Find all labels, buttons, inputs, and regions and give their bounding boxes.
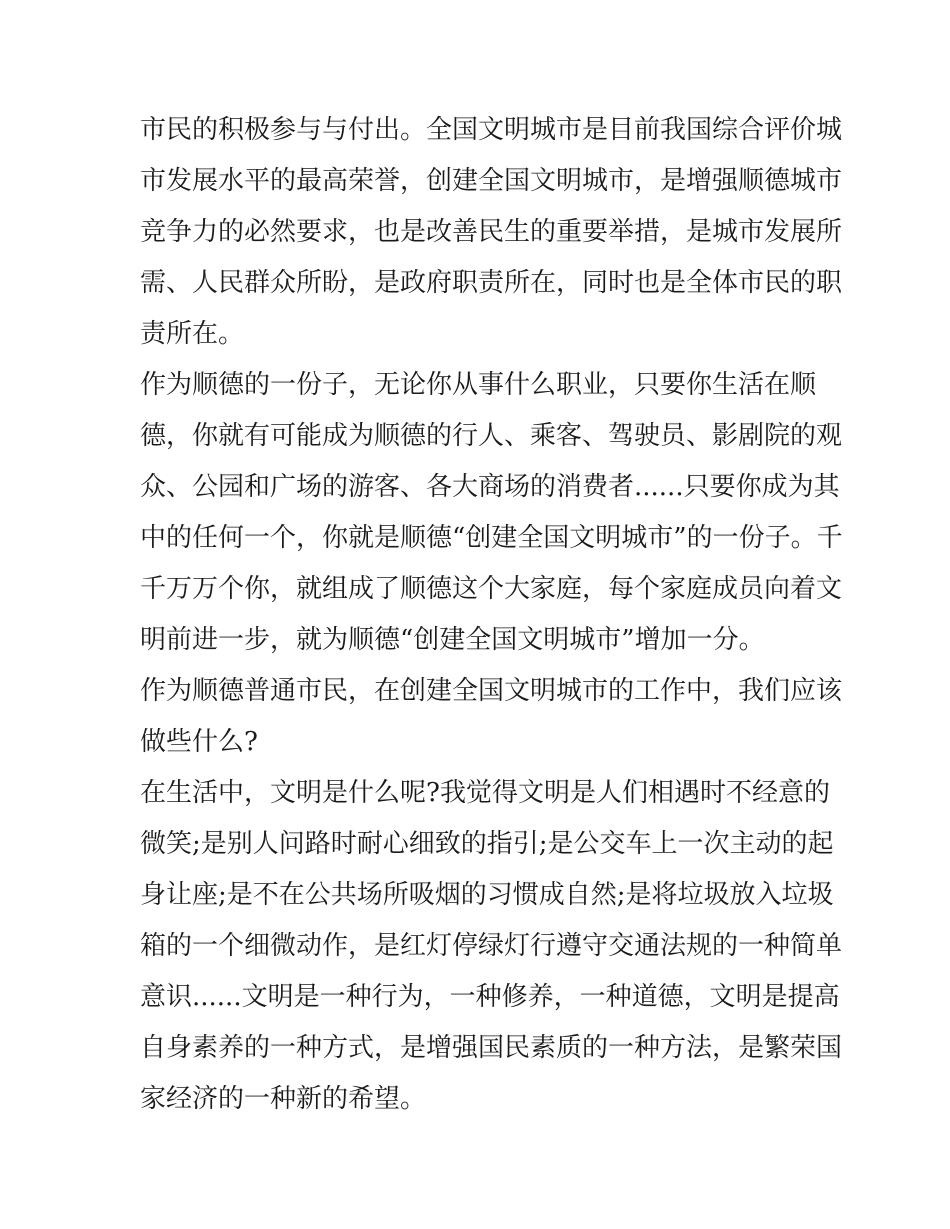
- text-line: 身让座;是不在公共场所吸烟的习惯成自然;是将垃圾放入垃圾: [140, 880, 834, 910]
- text-line: 众、公园和广场的游客、各大商场的消费者......只要你成为其: [140, 472, 840, 502]
- text-line: 市民的积极参与与付出。全国文明城市是目前我国综合评价城: [140, 115, 843, 145]
- body-text: [140, 105, 843, 1125]
- text-line: 箱的一个细微动作，是红灯停绿灯行遵守交通法规的一种简单: [140, 931, 843, 961]
- text-line: 家经济的一种新的希望。: [140, 1084, 427, 1114]
- text-line: 作为顺德的一份子，无论你从事什么职业，只要你生活在顺: [140, 370, 817, 400]
- text-line: 中的任何一个，你就是顺德“创建全国文明城市”的一份子。千: [140, 523, 843, 553]
- text-line: 明前进一步，就为顺德“创建全国文明城市”增加一分。: [140, 625, 765, 655]
- text-line: 竞争力的必然要求，也是改善民生的重要举措，是城市发展所: [140, 217, 843, 247]
- text-line: 在生活中，文明是什么呢?我觉得文明是人们相遇时不经意的: [140, 778, 830, 808]
- text-line: 作为顺德普通市民，在创建全国文明城市的工作中，我们应该: [140, 676, 843, 706]
- text-line: 责所在。: [140, 319, 245, 349]
- text-line: 做些什么?: [140, 727, 258, 757]
- text-line: 微笑;是别人问路时耐心细致的指引;是公交车上一次主动的起: [140, 829, 834, 859]
- text-line: 德，你就有可能成为顺德的行人、乘客、驾驶员、影剧院的观: [140, 421, 843, 451]
- text-line: 需、人民群众所盼，是政府职责所在，同时也是全体市民的职: [140, 268, 843, 298]
- text-line: 千万万个你，就组成了顺德这个大家庭，每个家庭成员向着文: [140, 574, 843, 604]
- text-line: 市发展水平的最高荣誉，创建全国文明城市，是增强顺德城市: [140, 166, 843, 196]
- text-line: 自身素养的一种方式，是增强国民素质的一种方法，是繁荣国: [140, 1033, 843, 1063]
- text-line: 意识......文明是一种行为，一种修养，一种道德，文明是提高: [140, 982, 840, 1012]
